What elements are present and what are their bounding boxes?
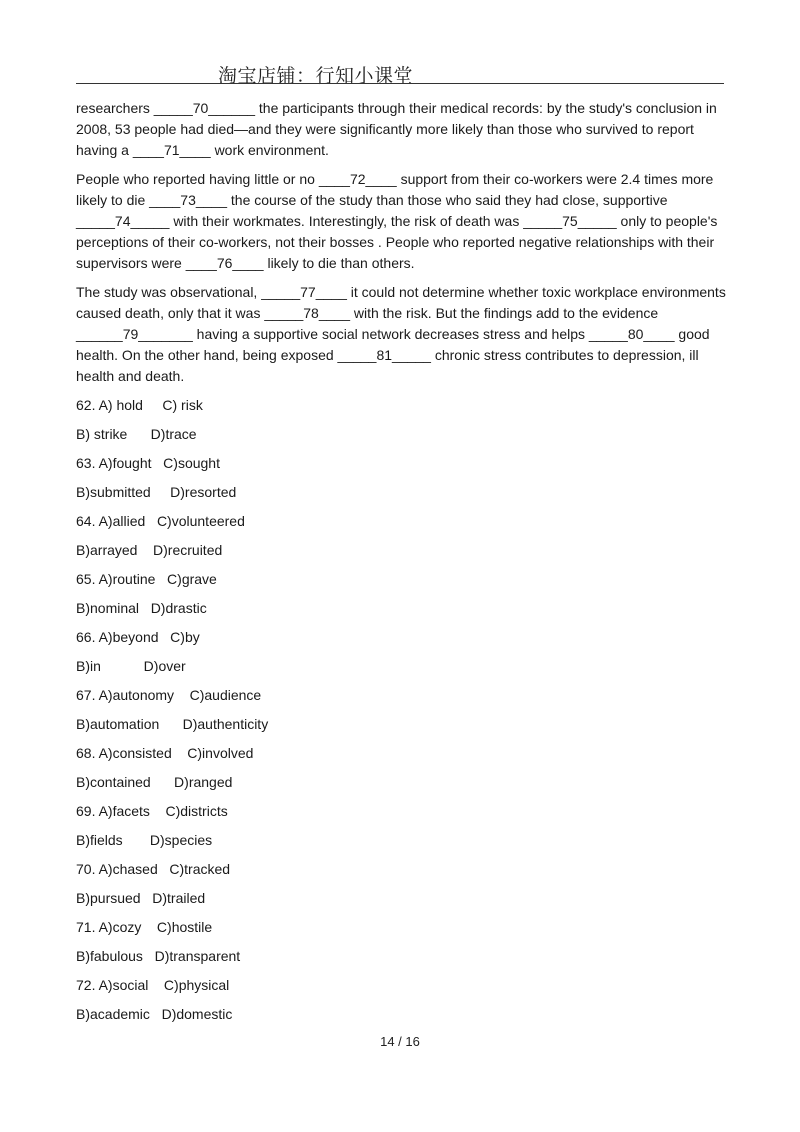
answer-options — [76, 395, 726, 1033]
option-line: 64. A)allied C)volunteered — [76, 513, 245, 529]
paragraph: researchers _____70______ the participants through their medical records: by the study's conclusion in 2008, 53 people had died—and they were significantly more likely than those who survived to report having a ____71____ work environment. — [76, 100, 717, 158]
paragraph: The study was observational, _____77____ it could not determine whether toxic workplace environments caused death, only that it was _____78____ with the risk. But the findings add to the evidence ______79_______ having a supportive social network decreases stress and helps _____80____ good health. On the other hand, being exposed _____81_____ chronic stress contributes to depression, ill health and death. — [76, 284, 726, 384]
header-rule — [76, 83, 724, 84]
option-line: B) strike D)trace — [76, 426, 197, 442]
option-line: 67. A)autonomy C)audience — [76, 687, 262, 703]
option-line: B)automation D)authenticity — [76, 716, 269, 732]
option-line: 63. A)fought C)sought — [76, 455, 220, 471]
option-line: B)pursued D)trailed — [76, 890, 206, 906]
option-line: 65. A)routine C)grave — [76, 571, 217, 587]
option-line: B)submitted D)resorted — [76, 484, 237, 500]
option-line: B)in D)over — [76, 658, 186, 674]
page-number: 14 / 16 — [380, 1034, 420, 1049]
option-line: B)arrayed D)recruited — [76, 542, 223, 558]
option-line: B)fields D)species — [76, 832, 213, 848]
option-line: 70. A)chased C)tracked — [76, 861, 231, 877]
option-line: 68. A)consisted C)involved — [76, 745, 254, 761]
option-line: 69. A)facets C)districts — [76, 803, 228, 819]
option-line: 66. A)beyond C)by — [76, 629, 200, 645]
passage-body — [76, 98, 726, 395]
option-line: B)fabulous D)transparent — [76, 948, 241, 964]
option-line: B)academic D)domestic — [76, 1006, 233, 1022]
option-line: 62. A) hold C) risk — [76, 397, 203, 413]
option-line: 72. A)social C)physical — [76, 977, 230, 993]
option-line: B)nominal D)drastic — [76, 600, 207, 616]
header-title: 淘宝店铺：行知小课堂 — [218, 65, 414, 87]
option-line: B)contained D)ranged — [76, 774, 233, 790]
paragraph: People who reported having little or no ____72____ support from their co-workers were 2.4 times more likely to die ____73____ the course of the study than those who said they had close, supportive _____74_____ with their workmates. Interestingly, the risk of death was _____75_____ only to people's perceptions of their co-workers, not their bosses . People who reported negative relationships with their supervisors were ____76____ likely to die than others. — [76, 171, 718, 271]
option-line: 71. A)cozy C)hostile — [76, 919, 213, 935]
